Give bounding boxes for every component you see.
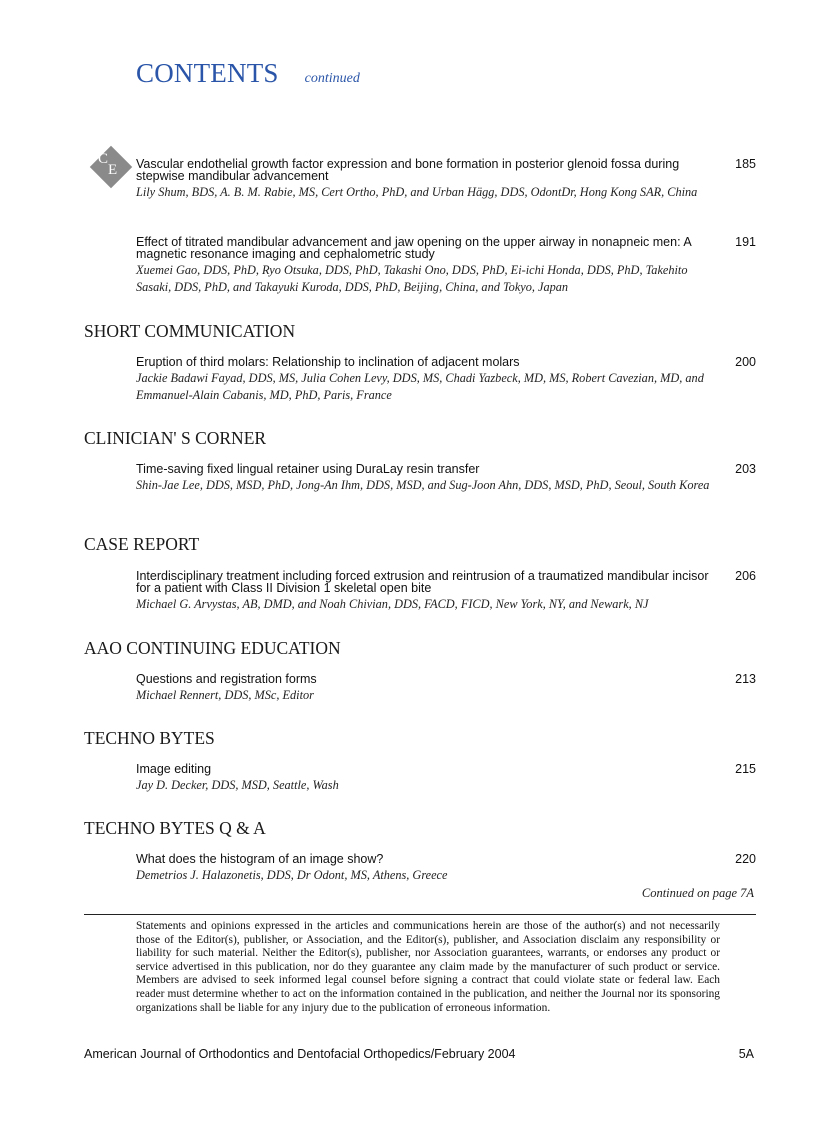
entry-page-number[interactable]: 191 xyxy=(735,235,756,249)
page-title: CONTENTS xyxy=(136,58,279,88)
toc-entry[interactable] xyxy=(136,570,756,613)
toc-entry[interactable] xyxy=(136,158,756,201)
entry-title[interactable]: Eruption of third molars: Relationship to inclination of adjacent molars xyxy=(136,355,520,369)
entry-page-number[interactable]: 213 xyxy=(735,672,756,686)
entry-authors: Demetrios J. Halazonetis, DDS, Dr Odont, MS, Athens, Greece xyxy=(136,868,448,882)
ce-letter-c: C xyxy=(98,151,109,167)
section-heading-aao-continuing-education: AAO CONTINUING EDUCATION xyxy=(84,638,341,658)
footer-journal-title: American Journal of Orthodontics and Dentofacial Orthopedics/February 2004 xyxy=(84,1047,516,1061)
entry-authors: Michael Rennert, DDS, MSc, Editor xyxy=(136,688,314,702)
footer-page-number: 5A xyxy=(738,1047,754,1061)
toc-entry[interactable] xyxy=(136,356,756,404)
entry-authors: Xuemei Gao, DDS, PhD, Ryo Otsuka, DDS, PhD, Takashi Ono, DDS, PhD, Ei-ichi Honda, DDS, PhD, Takehito Sasaki, DDS, PhD, and Takayuki Kuroda, DDS, PhD, Beijing, China, and Tokyo, Japan xyxy=(136,263,688,294)
entry-page-number[interactable]: 220 xyxy=(735,852,756,866)
entry-title[interactable]: What does the histogram of an image show? xyxy=(136,852,384,866)
disclaimer-text: Statements and opinions expressed in the articles and communications herein are those of the author(s) and not necessarily those of the Editor(s), publisher, or Association, and the Editor(s), publisher, and Association disclaim any responsibility or liability for such material. Neither the Editor(s), publisher, nor Association guarantees, warrants, or endorses any product or service advertised in this publication, nor do they guarantee any claim made by the manufacturer of such product or service. Members are advised to seek informed legal counsel before signing a contract that could violate state or federal law. Each reader must determine whether to act on the information contained in the publication, and neither the Journal nor its sponsoring organizations shall be liable for any injury due to the publication of erroneous information. xyxy=(136,920,720,1014)
entry-page-number[interactable]: 185 xyxy=(735,157,756,171)
page-subtitle: continued xyxy=(304,71,360,86)
toc-entry[interactable] xyxy=(136,763,756,794)
entry-authors: Shin-Jae Lee, DDS, MSD, PhD, Jong-An Ihm, DDS, MSD, and Sug-Joon Ahn, DDS, MSD, PhD, Seoul, South Korea xyxy=(136,478,710,492)
toc-entry[interactable] xyxy=(136,463,756,494)
entry-authors: Lily Shum, BDS, A. B. M. Rabie, MS, Cert Ortho, PhD, and Urban Hägg, DDS, OdontDr, Hong Kong SAR, China xyxy=(136,185,698,199)
entry-page-number[interactable]: 200 xyxy=(735,355,756,369)
section-heading-techno-bytes: TECHNO BYTES xyxy=(84,728,215,748)
toc-entry[interactable] xyxy=(136,673,756,704)
entry-authors: Michael G. Arvystas, AB, DMD, and Noah Chivian, DDS, FACD, FICD, New York, NY, and Newark, NJ xyxy=(136,597,649,611)
continuing-education-diamond-icon xyxy=(90,146,132,188)
entry-authors: Jackie Badawi Fayad, DDS, MS, Julia Cohen Levy, DDS, MS, Chadi Yazbeck, MD, MS, Robert Cavezian, MD, and Emmanuel-Alain Cabanis, MD, PhD, Paris, France xyxy=(136,371,704,402)
entry-authors: Jay D. Decker, DDS, MSD, Seattle, Wash xyxy=(136,778,339,792)
entry-title[interactable]: Image editing xyxy=(136,762,212,776)
ce-letter-e: E xyxy=(108,162,118,178)
section-heading-case-report: CASE REPORT xyxy=(84,534,200,554)
toc-entry[interactable] xyxy=(136,853,756,884)
section-heading-short-communication: SHORT COMMUNICATION xyxy=(84,321,296,341)
section-heading-techno-bytes-qa: TECHNO BYTES Q & A xyxy=(84,818,266,838)
page-header xyxy=(136,58,360,89)
entry-page-number[interactable]: 206 xyxy=(735,569,756,583)
entry-page-number[interactable]: 203 xyxy=(735,462,756,476)
entry-title[interactable]: Interdisciplinary treatment including forced extrusion and reintrusion of a traumatized mandibular incisor for a patient with Class II Division 1 skeletal open bite xyxy=(136,569,709,595)
horizontal-divider xyxy=(84,914,756,915)
entry-title[interactable]: Questions and registration forms xyxy=(136,672,317,686)
section-heading-clinicians-corner: CLINICIAN' S CORNER xyxy=(84,428,267,448)
entry-page-number[interactable]: 215 xyxy=(735,762,756,776)
toc-entry[interactable] xyxy=(136,236,756,296)
entry-title[interactable]: Effect of titrated mandibular advancement and jaw opening on the upper airway in nonapneic men: A magnetic resonance imaging and cephalometric study xyxy=(136,235,691,261)
continued-on-page-link[interactable]: Continued on page 7A xyxy=(641,886,754,900)
entry-title[interactable]: Vascular endothelial growth factor expression and bone formation in posterior glenoid fossa during stepwise mandibular advancement xyxy=(136,157,680,183)
entry-title[interactable]: Time-saving fixed lingual retainer using DuraLay resin transfer xyxy=(136,462,480,476)
